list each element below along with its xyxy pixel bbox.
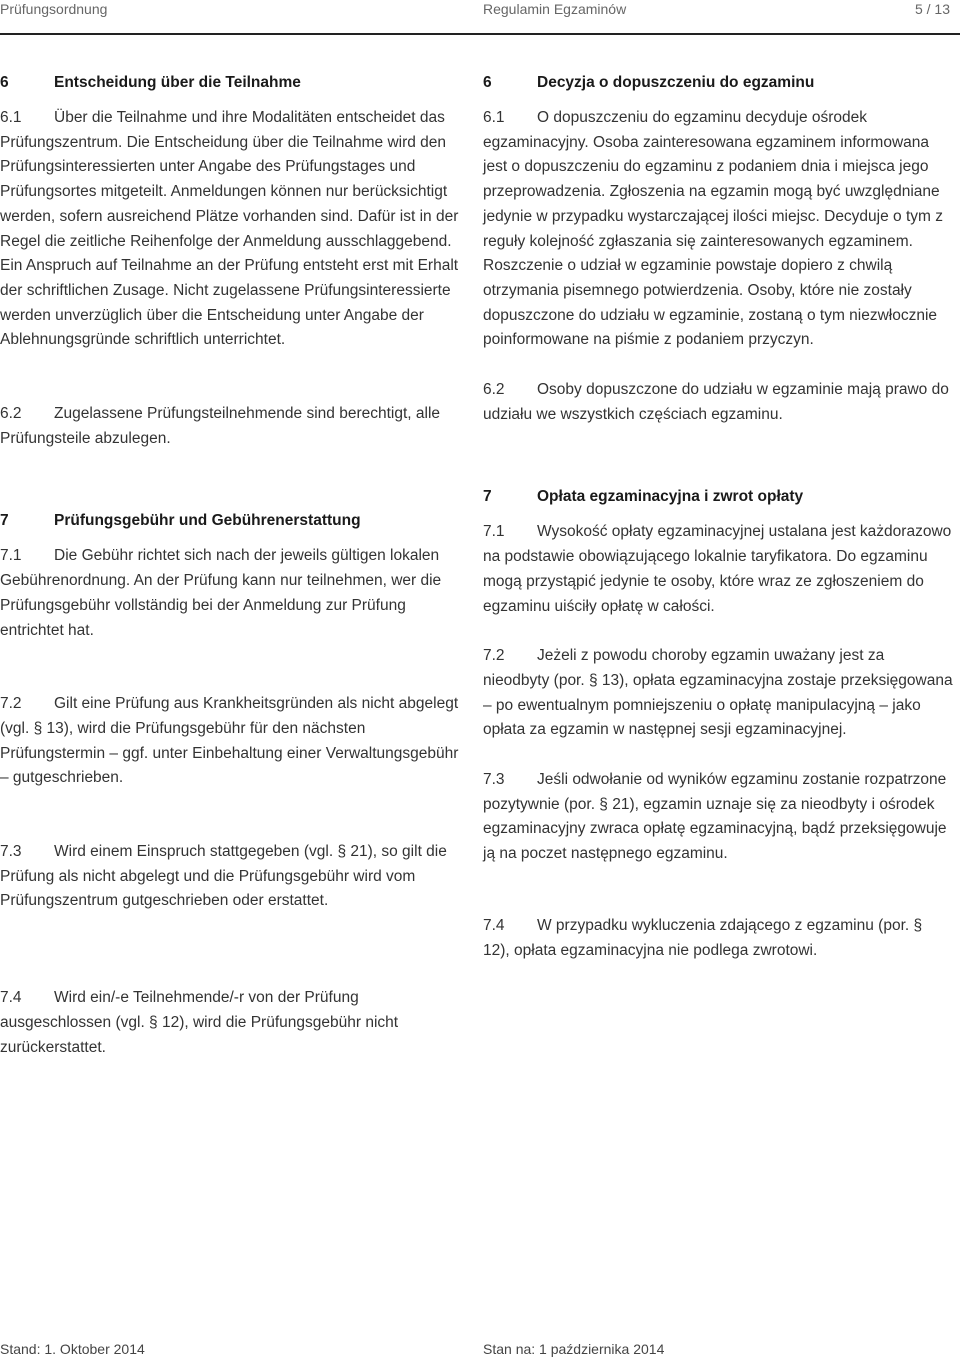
header-document-title-pl: Regulamin Egzaminów	[483, 1, 627, 17]
header-document-title: Prüfungsordnung	[0, 1, 108, 17]
section-number: 7	[483, 488, 492, 506]
section-title: Decyzja o dopuszczeniu do egzaminu	[537, 74, 815, 91]
paragraph-text: Jeśli odwołanie od wyników egzaminu zostanie rozpatrzone pozytywnie (por. § 21), egzamin uznaje się za nieodbyty i ośrodek egzaminacyjny zwraca opłatę egzaminacyjną, bądź przeksięgowuje ją na poczet następnego egzaminu.	[483, 771, 947, 863]
section-title: Prüfungsgebühr und Gebührenerstattung	[54, 512, 361, 530]
paragraph-number: 6.2	[0, 405, 22, 423]
paragraph-text: Über die Teilnahme und ihre Modalitäten entscheidet das Prüfungszentrum. Die Entscheidung über die Teilnahme wird den Prüfungsinteressierten unter Angabe des Prüfungstages und Prüfungsortes mitgeteilt. Anmeldungen können nur berücksichtigt werden, sofern ausreichend Plätze vorhanden sind. Dafür ist in der Regel die zeitliche Reihenfolge der Anmeldung ausschlaggebend. Ein Anspruch auf Teilnahme an der Prüfung entsteht erst mit Erhalt der schriftlichen Zusage. Nicht zugelassene Prüfungsinteressierte werden unverzüglich über die Entscheidung unter Angabe der Ablehnungsgründe schriftlich unterrichtet.	[0, 109, 459, 349]
paragraph-number: 7.2	[0, 695, 22, 713]
paragraph-text: Wird einem Einspruch stattgegeben (vgl. § 21), so gilt die Prüfung als nicht abgelegt und die Prüfungsgebühr wird vom Prüfungszentrum gutgeschrieben oder erstattet.	[0, 843, 447, 910]
paragraph-text: W przypadku wykluczenia zdającego z egzaminu (por. § 12), opłata egzaminacyjna nie podlega zwrotowi.	[483, 916, 923, 959]
paragraph-6-2-pl	[483, 378, 953, 427]
section-7-heading	[0, 510, 462, 532]
paragraph-7-4-pl	[483, 914, 953, 963]
paragraph-7-1-pl	[483, 520, 953, 619]
paragraph-number: 7.1	[0, 547, 22, 565]
paragraph-text: O dopuszczeniu do egzaminu decyduje ośrodek egzaminacyjny. Osoba zainteresowana egzaminem informowana jest o dopuszczeniu do egzaminu z podaniem dnia i miejsca jego przeprowadzenia. Zgłoszenia na egzamin mogą być uwzględniane jedynie w przypadku wystarczającej ilości miejsc. Decyduje o tym z reguły kolejność zgłaszania się zainteresowanych egzaminem. Roszczenie o udział w egzaminie powstaje dopiero z chwilą otrzymania pisemnego potwierdzenia. Osoby, które nie zostały dopuszczone do udziału w egzaminie, zostaną o tym niezwłocznie poinformowane na piśmie z podaniem przyczyn.	[483, 109, 943, 349]
paragraph-number: 6.1	[0, 109, 22, 126]
paragraph-text: Die Gebühr richtet sich nach der jeweils gültigen lokalen Gebührenordnung. An der Prüfung kann nur teilnehmen, wer die Prüfungsgebühr vollständig bei der Anmeldung zur Prüfung entrichtet hat.	[0, 547, 442, 639]
header-rule	[0, 33, 960, 35]
section-number: 6	[0, 74, 9, 91]
paragraph-text: Osoby dopuszczone do udziału w egzaminie mają prawo do udziału we wszystkich częściach egzaminu.	[483, 381, 949, 423]
section-title: Entscheidung über die Teilnahme	[54, 74, 301, 91]
paragraph-text: Zugelassene Prüfungsteilnehmende sind berechtigt, alle Prüfungsteile abzulegen.	[0, 405, 441, 447]
paragraph-text: Gilt eine Prüfung aus Krankheitsgründen als nicht abgelegt (vgl. § 13), wird die Prüfungsgebühr für den nächsten Prüfungstermin – ggf. unter Einbehaltung einer Verwaltungsgebühr – gutgeschrieben.	[0, 695, 459, 787]
paragraph-number: 6.1	[483, 109, 505, 126]
section-6-heading	[0, 72, 462, 94]
section-7-heading-pl	[483, 486, 953, 508]
paragraph-7-3	[0, 840, 462, 914]
paragraph-6-1-pl	[483, 106, 953, 353]
paragraph-number: 7.4	[0, 989, 22, 1007]
footer-date-pl: Stan na: 1 października 2014	[483, 1341, 665, 1357]
section-number: 6	[483, 74, 492, 91]
paragraph-number: 6.2	[483, 381, 505, 399]
page-number: 5 / 13	[914, 1, 950, 17]
paragraph-text: Jeżeli z powodu choroby egzamin uważany jest za nieodbyty (por. § 13), opłata egzaminacyjna zostaje przeksięgowana – po ewentualnym pomniejszeniu o opłatę manipulacyjną – jako opłata za egzamin w następnej sesji egzaminacyjnej.	[483, 647, 953, 739]
paragraph-text: Wysokość opłaty egzaminacyjnej ustalana jest każdorazowo na podstawie obowiązującego lokalnie taryfikatora. Do egzaminu mogą przystąpić jedynie te osoby, które wraz ze zgłoszeniem do egzaminu uiściły opłatę w całości.	[483, 523, 952, 615]
paragraph-7-4	[0, 986, 462, 1060]
paragraph-number: 7.4	[483, 916, 505, 934]
paragraph-7-2-pl	[483, 644, 953, 743]
column-polish	[483, 72, 953, 963]
paragraph-number: 7.3	[0, 843, 22, 861]
paragraph-text: Wird ein/-e Teilnehmende/-r von der Prüfung ausgeschlossen (vgl. § 12), wird die Prüfungsgebühr nicht zurückerstattet.	[0, 989, 399, 1056]
paragraph-number: 7.2	[483, 647, 505, 665]
column-german	[0, 72, 462, 1060]
footer-date: Stand: 1. Oktober 2014	[0, 1341, 145, 1357]
section-title: Opłata egzaminacyjna i zwrot opłaty	[537, 488, 804, 506]
section-number: 7	[0, 512, 9, 530]
paragraph-number: 7.1	[483, 523, 505, 541]
paragraph-7-1	[0, 544, 462, 643]
paragraph-number: 7.3	[483, 771, 505, 789]
paragraph-6-1	[0, 106, 462, 353]
paragraph-6-2	[0, 402, 462, 451]
paragraph-7-2	[0, 692, 462, 791]
section-6-heading-pl	[483, 72, 953, 94]
paragraph-7-3-pl	[483, 768, 953, 867]
